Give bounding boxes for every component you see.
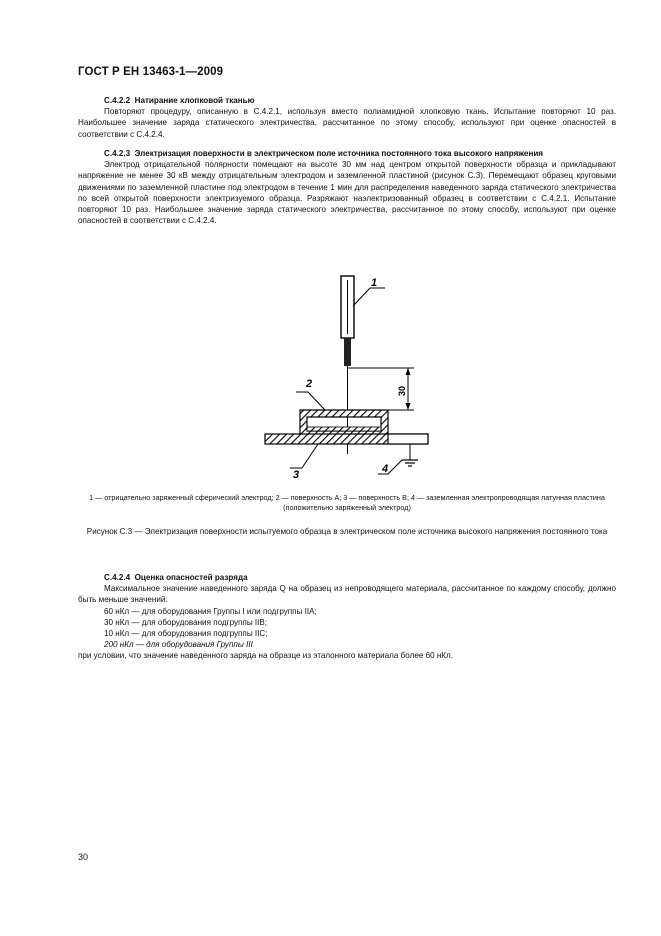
dimension-arrow-top bbox=[406, 368, 411, 375]
paragraph: Электрод отрицательной полярности помещают на высоте 30 мм над центром открытой поверхности образца и прикладывают напряжение не менее 30 кВ между отрицательным электродом и заземленной пластиной (рисунок С.3). Перемещают образец круговыми движениями по заземленной пластине под электродом в течение 1 мин для распределения наведенного заряда статического электричества по всей открытой поверхности электризуемого образца. Разряжают наэлектризованный образец в соответствии с С.4.2.1. Испытание повторяют 10 раз. Наибольшее значение заряда статического электричества, рассчитанное по этому способу, используют при оценке опасностей в соответствии с С.4.2.4. bbox=[78, 160, 616, 226]
section-number: С.4.2.2 bbox=[104, 96, 131, 105]
section-c422 bbox=[78, 95, 616, 140]
section-heading bbox=[78, 95, 616, 106]
condition-text: при условии, что значение наведенного заряда на образце из эталонного материала более 60 нКл. bbox=[78, 651, 453, 661]
section-number: С.4.2.3 bbox=[104, 149, 131, 158]
section-heading bbox=[78, 572, 616, 583]
figure-c3-diagram bbox=[250, 272, 450, 486]
figure-title: Рисунок С.3 — Электризация поверхности испытуемого образца в электрическом поле источника высокого напряжения постоянного тока bbox=[86, 527, 608, 536]
section-title: Оценка опасностей разряда bbox=[134, 573, 248, 582]
dimension-arrow-bottom bbox=[406, 403, 411, 410]
section-heading bbox=[78, 148, 616, 159]
limit-item: 60 нКл — для оборудования Группы I или подгруппы IIA; bbox=[104, 606, 317, 616]
section-title: Натирание хлопковой тканью bbox=[134, 96, 255, 105]
label-1-leader bbox=[353, 288, 385, 306]
limit-item: 10 нКл — для оборудования подгруппы IIC; bbox=[104, 629, 268, 639]
limit-item: 30 нКл — для оборудования подгруппы IIB; bbox=[104, 617, 268, 627]
label-1: 1 bbox=[371, 277, 378, 289]
section-c424 bbox=[78, 572, 616, 662]
section-c423 bbox=[78, 148, 616, 226]
plate-right-segment bbox=[388, 434, 428, 444]
section-title: Электризация поверхности в электрическом поле источника постоянного тока высокого напряжения bbox=[134, 149, 544, 158]
label-2: 2 bbox=[306, 378, 313, 390]
standard-header: ГОСТ Р ЕН 13463-1—2009 bbox=[78, 66, 224, 78]
label-3-leader bbox=[290, 444, 318, 468]
label-3: 3 bbox=[293, 469, 300, 481]
section-number: С.4.2.4 bbox=[104, 573, 131, 582]
limit-item: 200 нКл — для оборудования Группы III bbox=[104, 640, 253, 650]
paragraph: Повторяют процедуру, описанную в С.4.2.1, используя вместо полиамидной хлопковую ткань. Испытание повторяют 10 раз. Наибольшее значение заряда статического электричества, рассчитанное по этому способу, используют при оценке опасностей в соответствии с С.4.2.4. bbox=[78, 107, 616, 139]
page-number: 30 bbox=[78, 852, 89, 862]
dimension-value: 30 bbox=[397, 385, 407, 396]
label-4: 4 bbox=[382, 463, 389, 475]
surface-b-layer bbox=[307, 427, 381, 431]
paragraph: Максимальное значение наведенного заряда Q на образец из непроводящего материала, рассчитанное по каждому способу, должно быть меньше значений: bbox=[78, 584, 616, 605]
figure-legend: 1 — отрицательно заряженный сферический электрод; 2 — поверхность А; 3 — поверхность В; 4 — заземленная электропроводящая латунная пластина (положительно заряженный электрод) bbox=[89, 493, 605, 512]
label-2-leader bbox=[296, 392, 325, 410]
electrode-tip bbox=[344, 338, 351, 366]
